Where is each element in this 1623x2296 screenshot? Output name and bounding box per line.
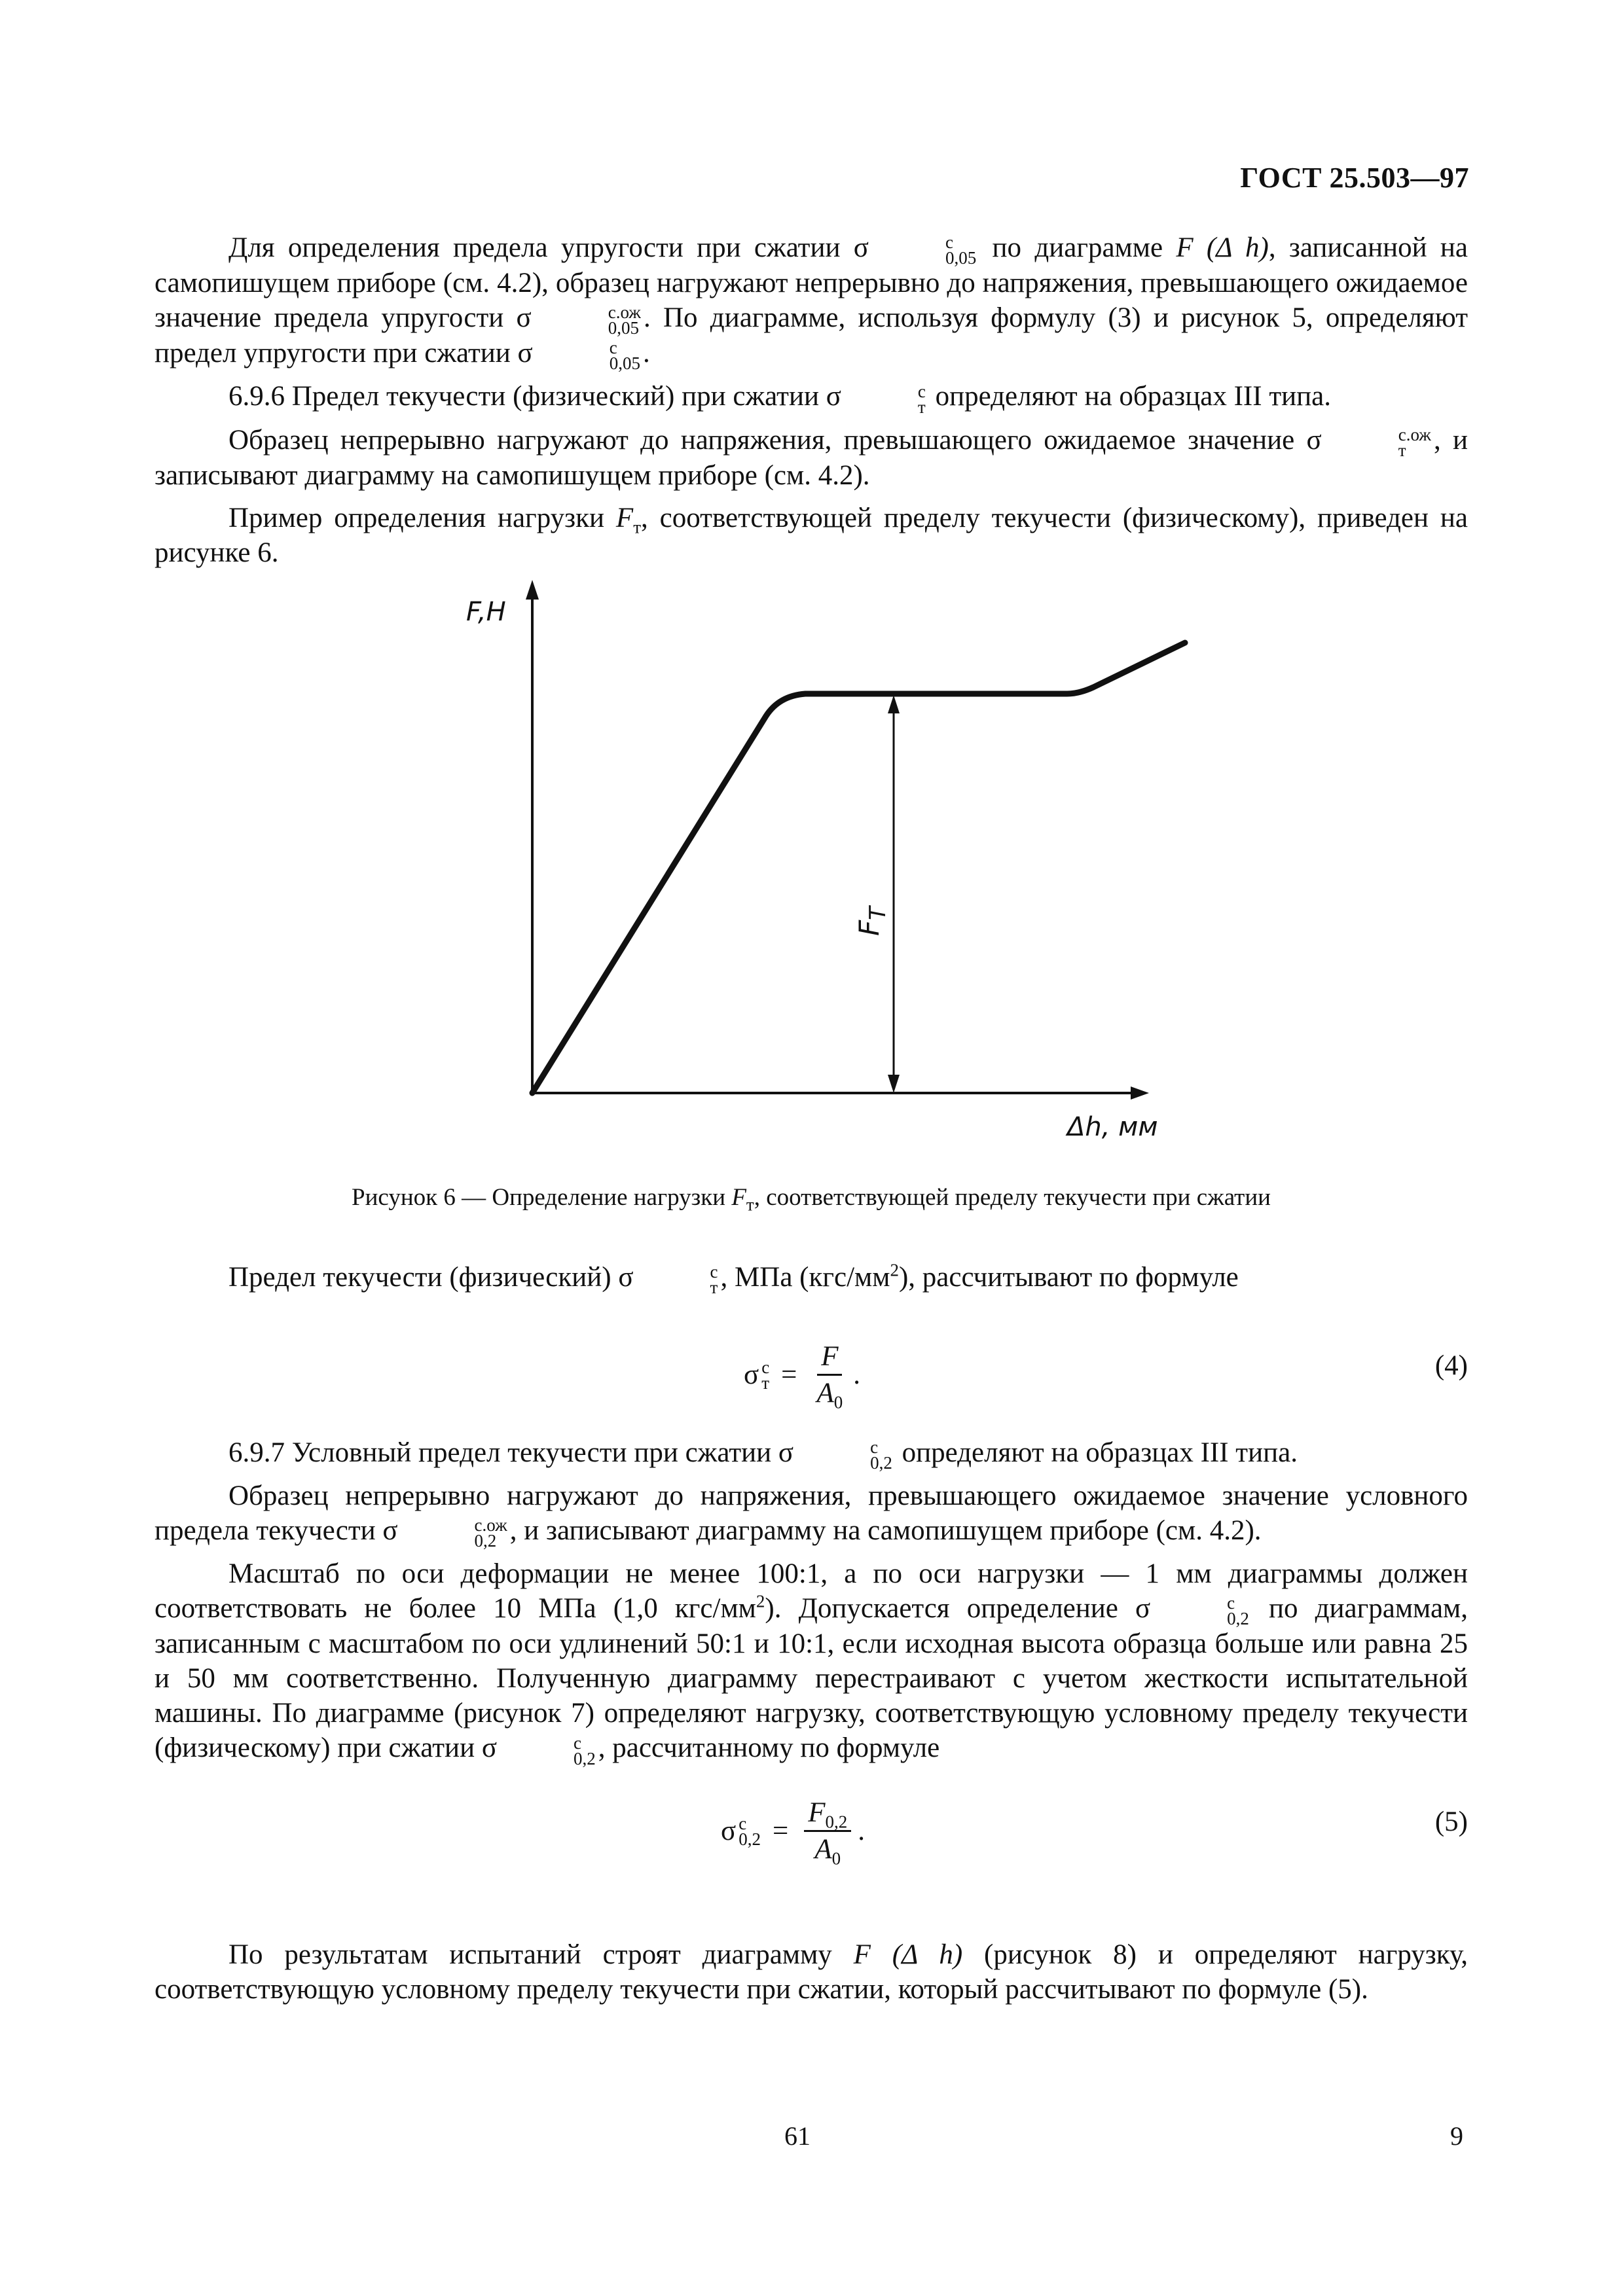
load-deformation-curve [532,643,1185,1093]
text-block-top [155,230,1468,578]
text-block-middle [155,1435,1468,1774]
paragraph: 6.9.6 Предел текучести (физический) при сжатии σ с т определяют на образцах III типа. [228,381,1331,417]
y-axis-label: F,H [466,597,506,627]
paragraph: Предел текучести (физический) σ с т , МПа $(кгс/мм^2)$, рассчитывают по формуле [228,1260,1239,1298]
paragraph: Пример определения нагрузки $F_т$, соответствующей пределу текучести (физическому), приведен на рисунке 6. [155,502,1468,568]
text-block-bottom [155,1937,1468,2015]
text-block-formula4-intro [155,1260,1468,1303]
dimension-arrow-bottom [888,1075,900,1093]
page-number-center: 61 [784,2121,811,2151]
formula-4-body: σ с т = $\frac{F}{A_0}$ . [744,1341,860,1412]
page-number-right: 9 [1450,2121,1463,2151]
formula-5-number: (5) [1434,1806,1468,1837]
x-axis-arrow [1131,1086,1149,1100]
paragraph: Для определения предела упругости при сжатии σ с 0,05 по диаграмме F (Δ h), записанной на самопишущем приборе (см. 4.2), образец нагружают непрерывно до напряжения, превышающего ожидаемое значение предела упругости σ с.ож 0,05 . По диаграмме, используя формулу (3) и рисунок 5, определяют предел упругости при сжатии σ с 0,05 . [155,232,1468,374]
fraction: $\frac{F_{0,2}}{A_0}$ [804,1797,851,1865]
paragraph: 6.9.7 Условный предел текучести при сжатии σ с 0,2 определяют на образцах III типа. [228,1437,1298,1473]
fraction: $\frac{F}{A_0}$ [816,1341,843,1412]
formula-5-body: σ с 0,2 = $\frac{F_{0,2}}{A_0}$ . [721,1797,865,1869]
dimension-label: $F_T$ [853,906,891,936]
paragraph: По результатам испытаний строят диаграмму F (Δ h) (рисунок 8) и определяют нагрузку, соответствующую условному пределу текучести при сжатии, который рассчитывают по формуле (5). [155,1939,1468,2005]
document-header: ГОСТ 25.503—97 [1240,162,1469,194]
formula-4-number: (4) [1434,1350,1468,1381]
figure-caption: Рисунок 6 — Определение нагрузки $F_т$, соответствующей пределу текучести при сжатии [352,1184,1271,1215]
formula-4 [155,1340,1468,1426]
x-axis-label: Δh, мм [1067,1112,1158,1142]
y-axis-arrow [526,580,539,600]
formula-5 [155,1797,1468,1882]
dimension-arrow-top [888,695,900,713]
paragraph: Образец непрерывно нагружают до напряжения, превышающего ожидаемое значение σ с.ож т , и записывают диаграмму на самопишущем приборе (см. 4.2). [155,424,1468,491]
paragraph: Образец непрерывно нагружают до напряжения, превышающего ожидаемое значение условного предела текучести σ с.ож 0,2 , и записывают диаграмму на самопишущем приборе (см. 4.2). [155,1480,1468,1551]
paragraph: Масштаб по оси деформации не менее 100:1, а по оси нагрузки — 1 мм диаграммы должен соответствовать не более 10 МПа (1,0 кгс/$мм^2$). Допускается определение σ с 0,2 по диаграммам, записанным с масштабом по оси удлинений 50:1 и 10:1, если исходная высота образца больше или равна 25 и 50 мм соответственно. Полученную диаграмму перестраивают с учетом жесткости испытательной машины. По диаграмме (рисунок 7) определяют нагрузку, соответствующую условному пределу текучести (физическому) при сжатии σ с 0,2 , рассчитанному по формуле [155,1558,1468,1768]
figure-6-diagram [458,576,1218,1152]
dimension-label-group [853,905,891,936]
